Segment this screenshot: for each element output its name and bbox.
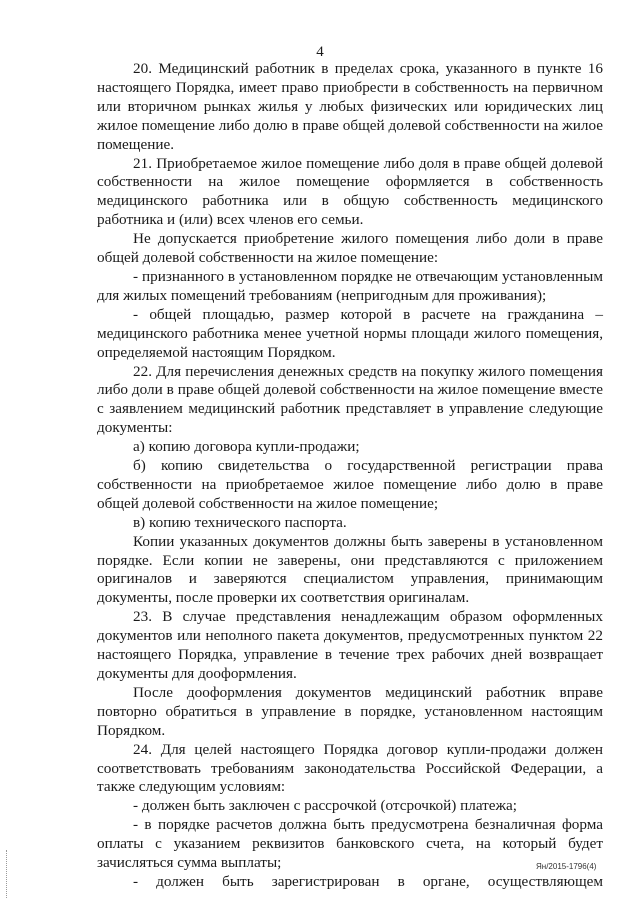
paragraph-21: 21. Приобретаемое жилое помещение либо доля в праве общей долевой собственности на жилое помещение оформляется в собственность медицинского работника или в общую собственность медицинского работника и (или) всех членов его семьи. <box>97 154 603 229</box>
paragraph-23: 23. В случае представления ненадлежащим образом оформленных документов или неполного пакета документов, предусмотренных пунктом 22 настоящего Порядка, управление в течение трех рабочих дней возвращает документы для дооформления. <box>97 608 603 682</box>
list-item-installment: - должен быть заключен с рассрочкой (отсрочкой) платежа; <box>133 797 518 815</box>
list-item-unfit-housing: - признанного в установленном порядке не отвечающим установленным для жилых помещений требованиям (непригодным для проживания); <box>97 267 603 304</box>
margin-mark <box>6 850 8 898</box>
footer-document-code: Ян/2015-1796(4) <box>536 862 597 871</box>
list-item-registration: - должен быть зарегистрирован в органе, осуществляющем <box>133 872 603 890</box>
list-item-area-norm: - общей площадью, размер которой в расчете на гражданина – медицинского работника менее учетной нормы площади жилого помещения, определяемой настоящим Порядком. <box>97 305 603 361</box>
document-body <box>97 60 603 892</box>
paragraph-22: 22. Для перечисления денежных средств на покупку жилого помещения либо доли в праве общей долевой собственности на жилое помещение вместе с заявлением медицинский работник представляет в управление следующие документы: <box>97 362 603 437</box>
paragraph-20: 20. Медицинский работник в пределах срока, указанного в пункте 16 настоящего Порядка, имеет право приобрести в собственность на первичном или вторичном рынках жилья у любых физических или юридических лиц жилое помещение либо долю в праве общей долевой собственности на жилое помещение. <box>97 60 603 153</box>
paragraph-prohibition-intro: Не допускается приобретение жилого помещения либо доли в праве общей долевой собственности на жилое помещение: <box>97 230 603 267</box>
list-item-a: а) копию договора купли-продажи; <box>133 438 360 456</box>
list-item-b: б) копию свидетельства о государственной регистрации права собственности на приобретаемое жилое помещение либо долю в праве общей долевой собственности на жилое помещение; <box>97 457 603 512</box>
page-number: 4 <box>316 44 324 60</box>
list-item-c: в) копию технического паспорта. <box>133 513 347 531</box>
paragraph-24: 24. Для целей настоящего Порядка договор купли-продажи должен соответствовать требованиям законодательства Российской Федерации, а также следующим условиям: <box>97 740 603 796</box>
paragraph-copies: Копии указанных документов должны быть заверены в установленном порядке. Если копии не заверены, они представляются с приложением оригиналов и заверяются специалистом управления, принимающим документы, после проверки их соответствия оригиналам. <box>97 532 603 607</box>
paragraph-resubmission: После дооформления документов медицинский работник вправе повторно обратиться в управление в порядке, установленном настоящим Порядком. <box>97 683 603 739</box>
list-item-cashless-payment: - в порядке расчетов должна быть предусмотрена безналичная форма оплаты с указанием реквизитов банковского счета, на который будет зачисляться сумма выплаты; <box>97 816 603 872</box>
